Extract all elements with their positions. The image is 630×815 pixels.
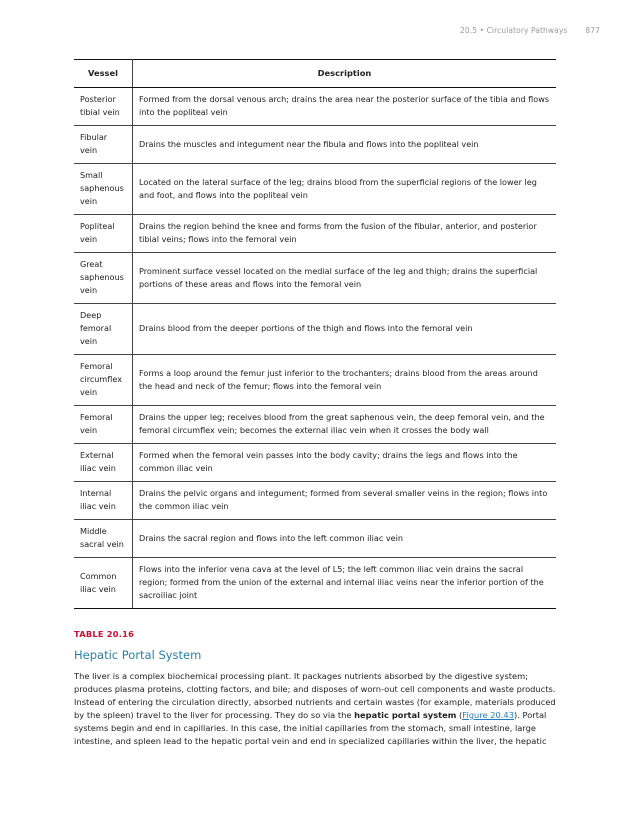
vessel-cell: Femoral circumflex vein [74,355,133,406]
description-cell: Drains the sacral region and flows into the left common iliac vein [133,520,557,558]
description-cell: Drains the region behind the knee and forms from the fusion of the fibular, anterior, and posterior tibial veins; flows into the femoral vein [133,215,557,253]
vessel-cell: Posterior tibial vein [74,88,133,126]
description-cell: Drains blood from the deeper portions of the thigh and flows into the femoral vein [133,304,557,355]
table-row [74,355,556,406]
description-cell: Prominent surface vessel located on the medial surface of the leg and thigh; drains the superficial portions of these areas and flows into the femoral vein [133,253,557,304]
description-cell: Drains the upper leg; receives blood from the great saphenous vein, the deep femoral vein, and the femoral circumflex vein; becomes the external iliac vein when it crosses the body wall [133,406,557,444]
vessel-cell: Fibular vein [74,126,133,164]
description-cell: Forms a loop around the femur just inferior to the trochanters; drains blood from the areas around the head and neck of the femur; flows into the femoral vein [133,355,557,406]
vessel-cell: Middle sacral vein [74,520,133,558]
vessel-cell: Deep femoral vein [74,304,133,355]
table-row [74,164,556,215]
description-cell: Formed from the dorsal venous arch; drains the area near the posterior surface of the tibia and flows into the popliteal vein [133,88,557,126]
running-head-section: 20.5 • Circulatory Pathways [460,26,568,35]
vessel-cell: Femoral vein [74,406,133,444]
vessel-cell: Common iliac vein [74,558,133,609]
table-row [74,520,556,558]
body-paragraph [74,670,558,748]
vessel-cell: Popliteal vein [74,215,133,253]
table-row [74,406,556,444]
section-heading: Hepatic Portal System [74,648,202,662]
table-row [74,304,556,355]
table-row [74,215,556,253]
running-head [460,26,600,35]
table-row [74,253,556,304]
description-cell: Formed when the femoral vein passes into the body cavity; drains the legs and flows into the common iliac vein [133,444,557,482]
description-cell: Located on the lateral surface of the leg; drains blood from the superficial regions of the lower leg and foot, and flows into the popliteal vein [133,164,557,215]
table-row [74,444,556,482]
table-row [74,88,556,126]
vessel-cell: External iliac vein [74,444,133,482]
header-description: Description [133,60,557,88]
figure-link[interactable]: Figure 20.43 [462,710,514,720]
description-cell: Drains the pelvic organs and integument; formed from several smaller veins in the region; flows into the common iliac vein [133,482,557,520]
vessel-cell: Internal iliac vein [74,482,133,520]
table-header-row [74,60,556,88]
description-cell: Flows into the inferior vena cava at the level of L5; the left common iliac vein drains the sacral region; formed from the union of the external and internal iliac veins near the inferior portion of the sacroiliac joint [133,558,557,609]
vessel-cell: Small saphenous vein [74,164,133,215]
table-label: TABLE 20.16 [74,629,135,639]
paragraph-text: The liver is a complex biochemical processing plant. It packages nutrients absorbed by the digestive system; produces plasma proteins, clotting factors, and bile; and disposes of worn-out cell components and waste products. Instead of entering the circulation directly, absorbed nutrients and certain wastes (for example, materials produced by the spleen) travel to the liver for processing. They do so via the [74,671,556,720]
key-term: hepatic portal system [354,710,457,720]
table-row [74,482,556,520]
vessel-table [74,59,556,609]
paragraph-text: ). Portal systems begin and end in capillaries. In this case, the initial capillaries from the stomach, small intestine, large intestine, and spleen lead to the hepatic portal vein and end in specialized capillaries within the liver, the hepatic [74,710,547,746]
vessel-cell: Great saphenous vein [74,253,133,304]
header-vessel: Vessel [74,60,133,88]
paragraph-text: ( [456,710,463,720]
table-row [74,126,556,164]
table-row [74,558,556,609]
page-number: 877 [585,26,600,35]
description-cell: Drains the muscles and integument near the fibula and flows into the popliteal vein [133,126,557,164]
